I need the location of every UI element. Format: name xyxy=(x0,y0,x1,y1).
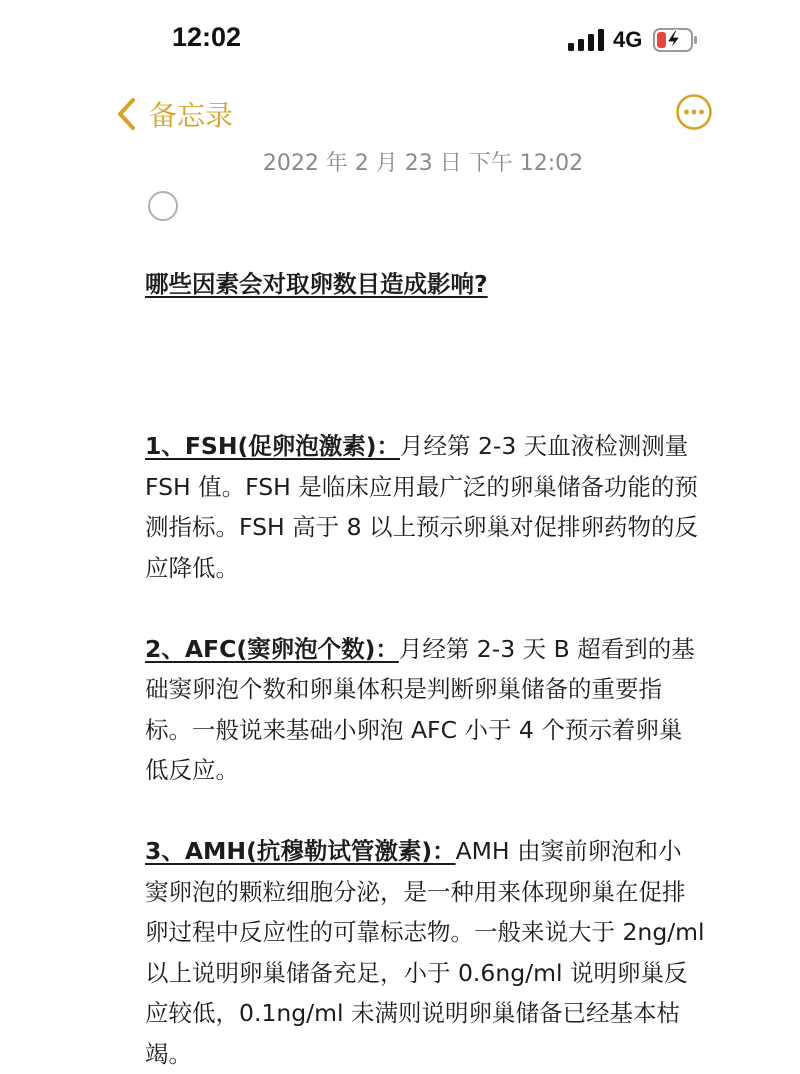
status-time: 12:02 xyxy=(172,22,242,52)
back-button[interactable] xyxy=(115,94,233,134)
paragraph-label: 2、AFC(窦卵泡个数)： xyxy=(145,634,399,663)
network-label: 4G xyxy=(613,27,643,52)
battery-charging-low-icon xyxy=(653,27,699,53)
chevron-left-icon xyxy=(115,97,137,131)
note-heading: 哪些因素会对取卵数目造成影响? xyxy=(145,270,488,298)
paragraph-text: 月经第 2-3 天血液检测测量 FSH 值。FSH 是临床应用最广泛的卵巢储备功能的预测指标。FSH 高于 8 以上预示卵巢对促排卵药物的反应降低。 xyxy=(145,432,699,582)
paragraph-label: 1、FSH(促卵泡激素)： xyxy=(145,432,400,460)
paragraph-label: 3、AMH(抗穆勒试管激素)： xyxy=(145,837,456,865)
note-body[interactable] xyxy=(145,264,705,1074)
paragraph-fsh xyxy=(145,426,705,588)
note-date: 2022 年 2 月 23 日 下午 12:02 xyxy=(262,151,584,176)
paragraph-text: AMH 由窦前卵泡和小窦卵泡的颗粒细胞分泌，是一种用来体现卵巢在促排卵过程中反应性的可靠标志物。一般来说大于 2ng/ml 以上说明卵巢储备充足，小于 0.6ng/ml 说明卵巢反应较低，0.1ng/ml 未满则说明卵巢储备已经基本枯竭。 xyxy=(145,837,705,1068)
paragraph-amh xyxy=(145,831,705,1074)
nav-bar xyxy=(0,80,800,150)
paragraph-afc xyxy=(145,629,705,791)
unchecked-circle-icon[interactable] xyxy=(148,191,178,221)
status-bar xyxy=(0,0,800,80)
paragraph-text: 月经第 2-3 天 B 超看到的基础窦卵泡个数和卵巢体积是判断卵巢储备的重要指标。一般说来基础小卵泡 AFC 小于 4 个预示着卵巢低反应。 xyxy=(145,634,695,784)
signal-bars-icon xyxy=(568,29,604,51)
ellipsis-circle-icon[interactable] xyxy=(675,93,713,131)
back-label: 备忘录 xyxy=(149,99,234,132)
